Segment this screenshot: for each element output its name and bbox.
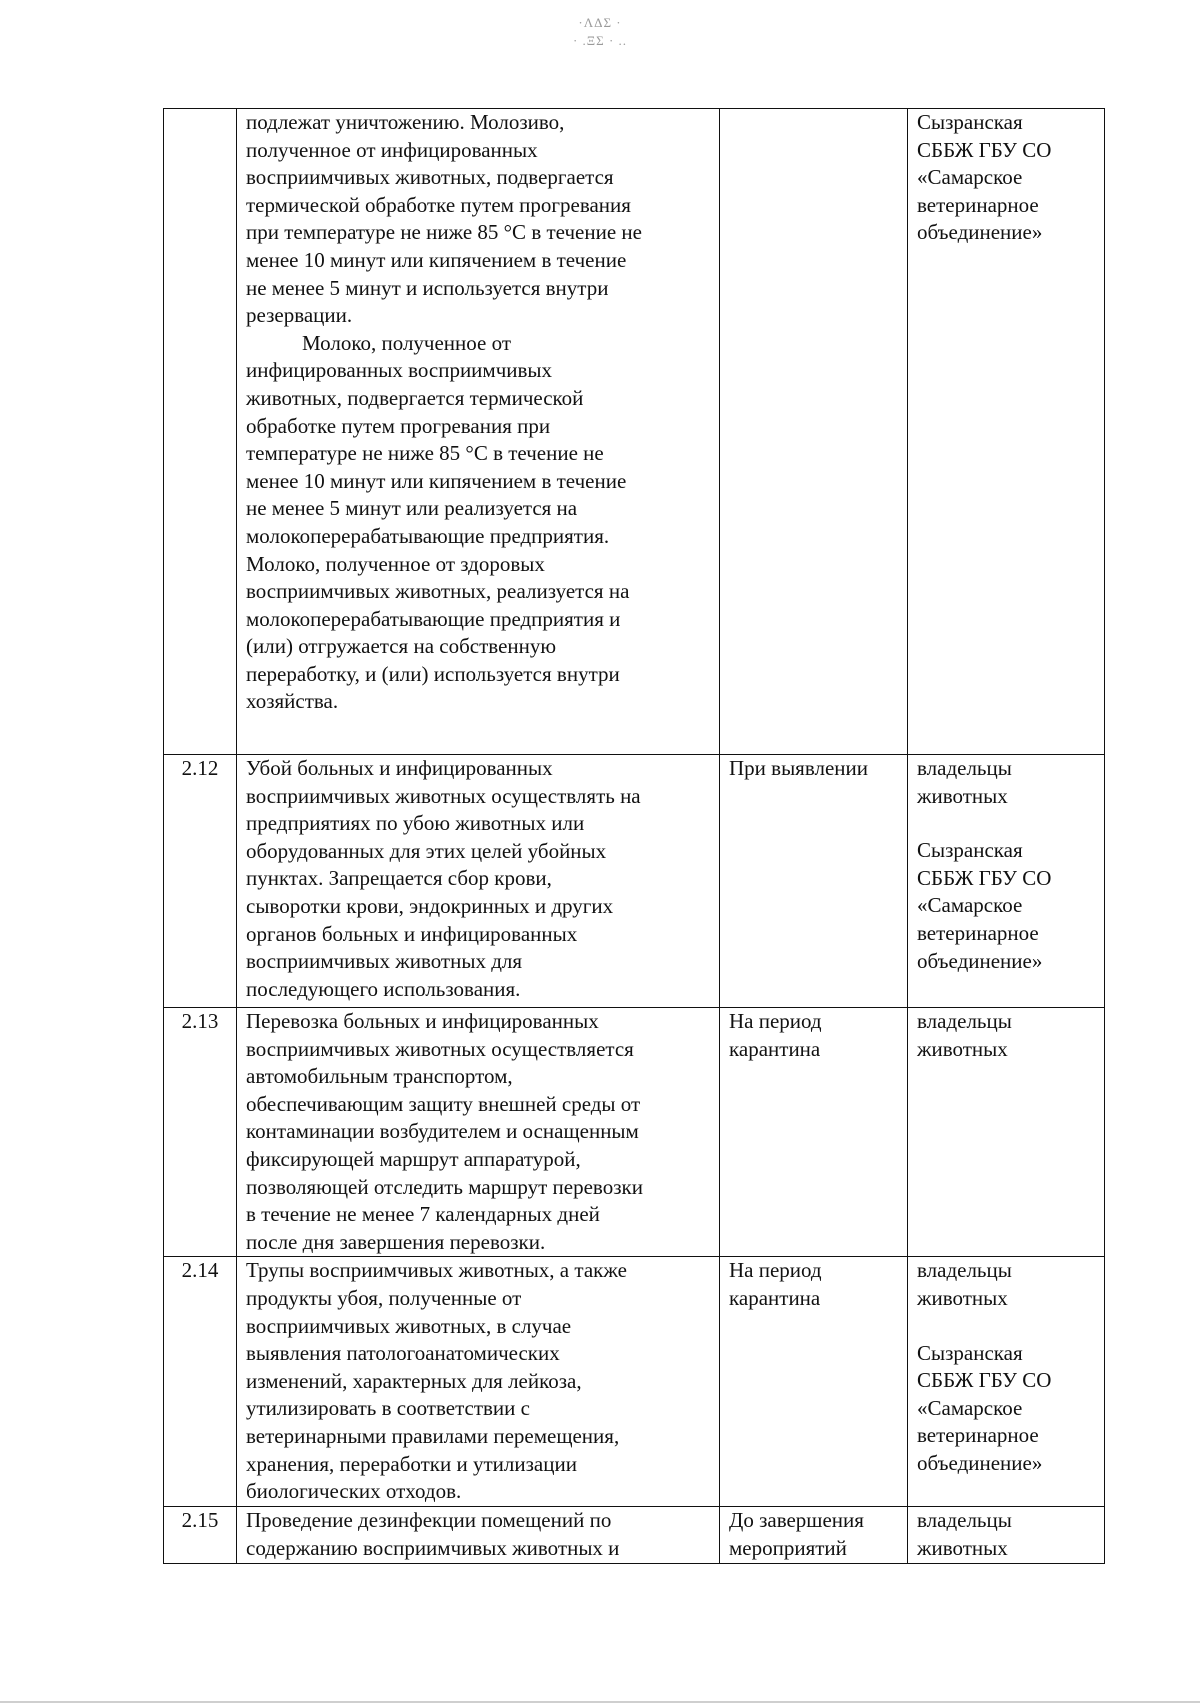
row-number-cell: 2.14	[164, 1257, 237, 1507]
description-cell	[237, 1507, 720, 1564]
table-row	[164, 1008, 1105, 1257]
description-text: Убой больных и инфицированных восприимчивых животных осуществлять на предприятиях по убою животных или оборудованных для этих целей убойных пунктах. Запрещается сбор крови, сыворотки крови, эндокринных и других органов больных и инфицированных восприимчивых животных для последующего использования.	[246, 756, 641, 1001]
row-number-cell	[164, 109, 237, 755]
responsible-cell	[908, 755, 1105, 1008]
deadline-cell	[720, 1507, 908, 1564]
description-cell	[237, 1008, 720, 1257]
description-text: Трупы восприимчивых животных, а также продукты убоя, полученные от восприимчивых животных, в случае выявления патологоанатомических изменений, характерных для лейкоза, утилизировать в соответствии с ветеринарными правилами перемещения, хранения, переработки и утилизации биологических отходов.	[246, 1258, 627, 1504]
responsible-organization: Сызранская СББЖ ГБУ СО «Самарское ветеринарное объединение»	[917, 838, 1052, 973]
stamp-line-2: · .ΞΣ · ..	[572, 33, 628, 48]
description-cell	[237, 755, 720, 1008]
description-text: Проведение дезинфекции помещений по содержанию восприимчивых животных и	[246, 1508, 620, 1560]
deadline-cell	[720, 1257, 908, 1507]
row-number-cell: 2.13	[164, 1008, 237, 1257]
description-cell	[237, 109, 720, 755]
row-number-cell: 2.15	[164, 1507, 237, 1564]
table-row	[164, 1507, 1105, 1564]
responsible-owners: владельцы животных	[917, 756, 1012, 808]
responsible-cell	[908, 1507, 1105, 1564]
deadline-text: При выявлении	[729, 756, 868, 780]
stamp-line-1: ·ΛΔΣ ·	[578, 15, 622, 30]
responsible-organization: Сызранская СББЖ ГБУ СО «Самарское ветеринарное объединение»	[917, 1340, 1052, 1475]
description-cell	[237, 1257, 720, 1507]
deadline-cell	[720, 109, 908, 755]
deadline-cell	[720, 755, 908, 1008]
description-paragraph: подлежат уничтожению. Молозиво, полученное от инфицированных восприимчивых животных, подвергается термической обработке путем прогревания при температуре не ниже 85 °С в течение не менее 10 минут или кипячением в течение не менее 5 минут и используется внутри резервации.	[246, 110, 642, 328]
responsible-organization: Сызранская СББЖ ГБУ СО «Самарское ветеринарное объединение»	[917, 110, 1052, 245]
table-row-continuation	[164, 109, 1105, 755]
responsible-cell	[908, 1257, 1105, 1507]
responsible-owners: владельцы животных	[917, 1009, 1012, 1061]
description-paragraph: Молоко, полученное от инфицированных восприимчивых животных, подвергается термической обработке путем прогревания при температуре не ниже 85 °С в течение не менее 10 минут или кипячением в течение не менее 5 минут или реализуется на молокоперерабатывающие предприятия. Молоко, полученное от здоровых восприимчивых животных, реализуется на молокоперерабатывающие предприятия и (или) отгружается на собственную переработку, и (или) используется внутри хозяйства.	[246, 330, 630, 714]
deadline-text: На период карантина	[729, 1258, 822, 1310]
page-stamp-mark	[0, 14, 1200, 50]
row-number-cell: 2.12	[164, 755, 237, 1008]
deadline-cell	[720, 1008, 908, 1257]
description-text: Перевозка больных и инфицированных восприимчивых животных осуществляется автомобильным транспортом, обеспечивающим защиту внешней среды от контаминации возбудителем и оснащенным фиксирующей маршрут аппаратурой, позволяющей отследить маршрут перевозки в течение не менее 7 календарных дней после дня завершения перевозки.	[246, 1009, 643, 1254]
table-row	[164, 1257, 1105, 1507]
responsible-owners: владельцы животных	[917, 1258, 1012, 1310]
table-row	[164, 755, 1105, 1008]
deadline-text: До завершения мероприятий	[729, 1508, 864, 1560]
deadline-text: На период карантина	[729, 1009, 822, 1061]
page-bottom-edge	[0, 1701, 1200, 1703]
responsible-cell	[908, 1008, 1105, 1257]
responsible-owners: владельцы животных	[917, 1508, 1012, 1560]
responsible-cell	[908, 109, 1105, 755]
measures-table	[163, 108, 1105, 1564]
